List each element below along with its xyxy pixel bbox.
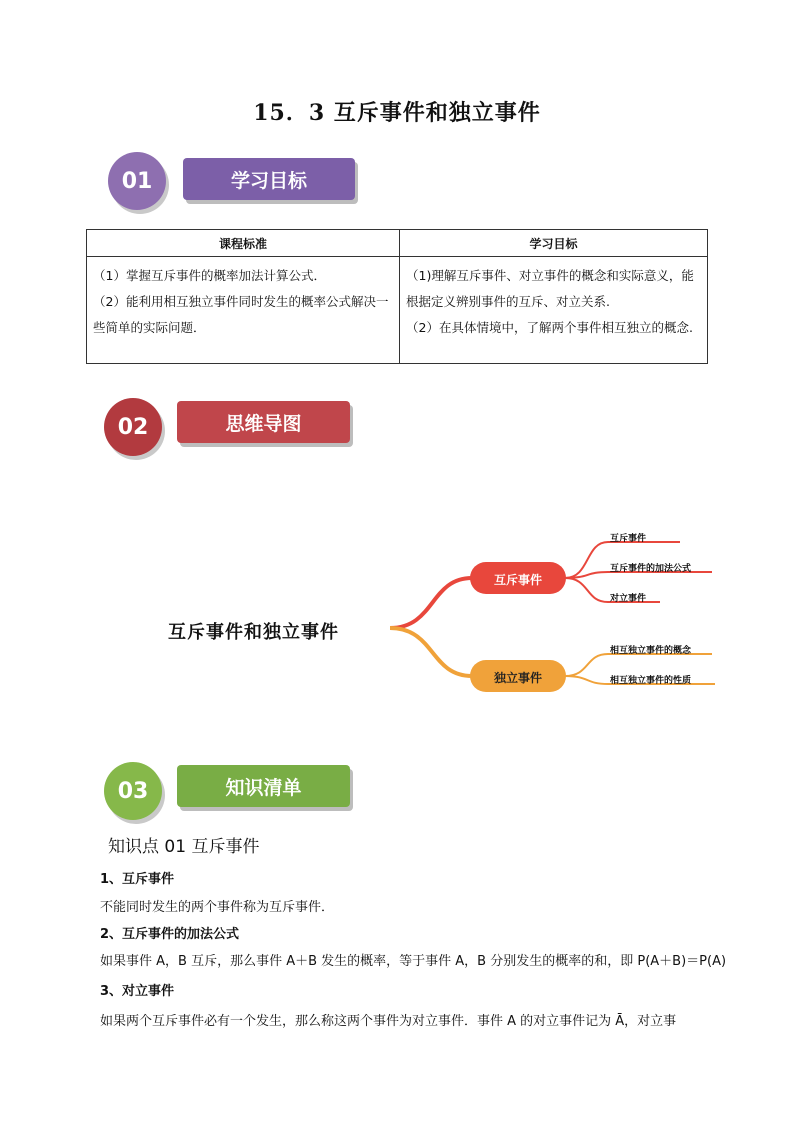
section-heading: 知识清单 <box>177 765 350 807</box>
table-header: 学习目标 <box>400 230 708 257</box>
section-number-badge: 01 <box>108 152 166 210</box>
standard-item: （1）掌握互斥事件的概率加法计算公式． <box>93 268 326 283</box>
item-heading: 2、互斥事件的加法公式 <box>100 927 240 942</box>
learning-goal-cell <box>400 257 708 364</box>
item-heading: 3、对立事件 <box>100 984 175 999</box>
goal-item: （2）在具体情境中，了解两个事件相互独立的概念. <box>406 320 693 335</box>
mindmap-root: 互斥事件和独立事件 <box>168 622 339 643</box>
connector-line <box>390 578 472 628</box>
knowledge-point-title: 知识点 01 互斥事件 <box>108 837 260 857</box>
section-heading: 思维导图 <box>177 401 350 443</box>
goal-item: （1)理解互斥事件、对立事件的概念和实际意义，能根据定义辨别事件的互斥、对立关系. <box>406 268 694 309</box>
item-text: 如果事件 A，B 互斥，那么事件 A＋B 发生的概率，等于事件 A，B 分别发生的概率的和，即 P(A＋B)＝P(A) <box>100 954 727 969</box>
section-number-badge: 02 <box>104 398 162 456</box>
leaf-label: 对立事件 <box>610 594 647 604</box>
standard-item: （2）能利用相互独立事件同时发生的概率公式解决一些简单的实际问题． <box>93 294 389 335</box>
section-heading: 学习目标 <box>183 158 355 200</box>
page-title: 15．3 互斥事件和独立事件 <box>253 100 541 126</box>
branch-label: 互斥事件 <box>493 573 542 587</box>
connector-line <box>390 628 472 676</box>
section-number-badge: 03 <box>104 762 162 820</box>
branch-label: 独立事件 <box>493 671 542 685</box>
leaf-label: 互斥事件 <box>610 534 647 544</box>
item-heading: 1、互斥事件 <box>100 872 175 887</box>
item-text: 如果两个互斥事件必有一个发生，那么称这两个事件为对立事件．事件 A 的对立事件记为 Ā，对立事 <box>100 1014 677 1029</box>
leaf-label: 相互独立事件的概念 <box>610 646 692 656</box>
learning-goals-table <box>86 229 708 364</box>
leaf-label: 互斥事件的加法公式 <box>610 564 692 574</box>
table-header: 课程标准 <box>87 230 400 257</box>
item-text: 不能同时发生的两个事件称为互斥事件． <box>100 900 335 915</box>
leaf-label: 相互独立事件的性质 <box>610 676 692 686</box>
course-standard-cell <box>87 257 400 364</box>
